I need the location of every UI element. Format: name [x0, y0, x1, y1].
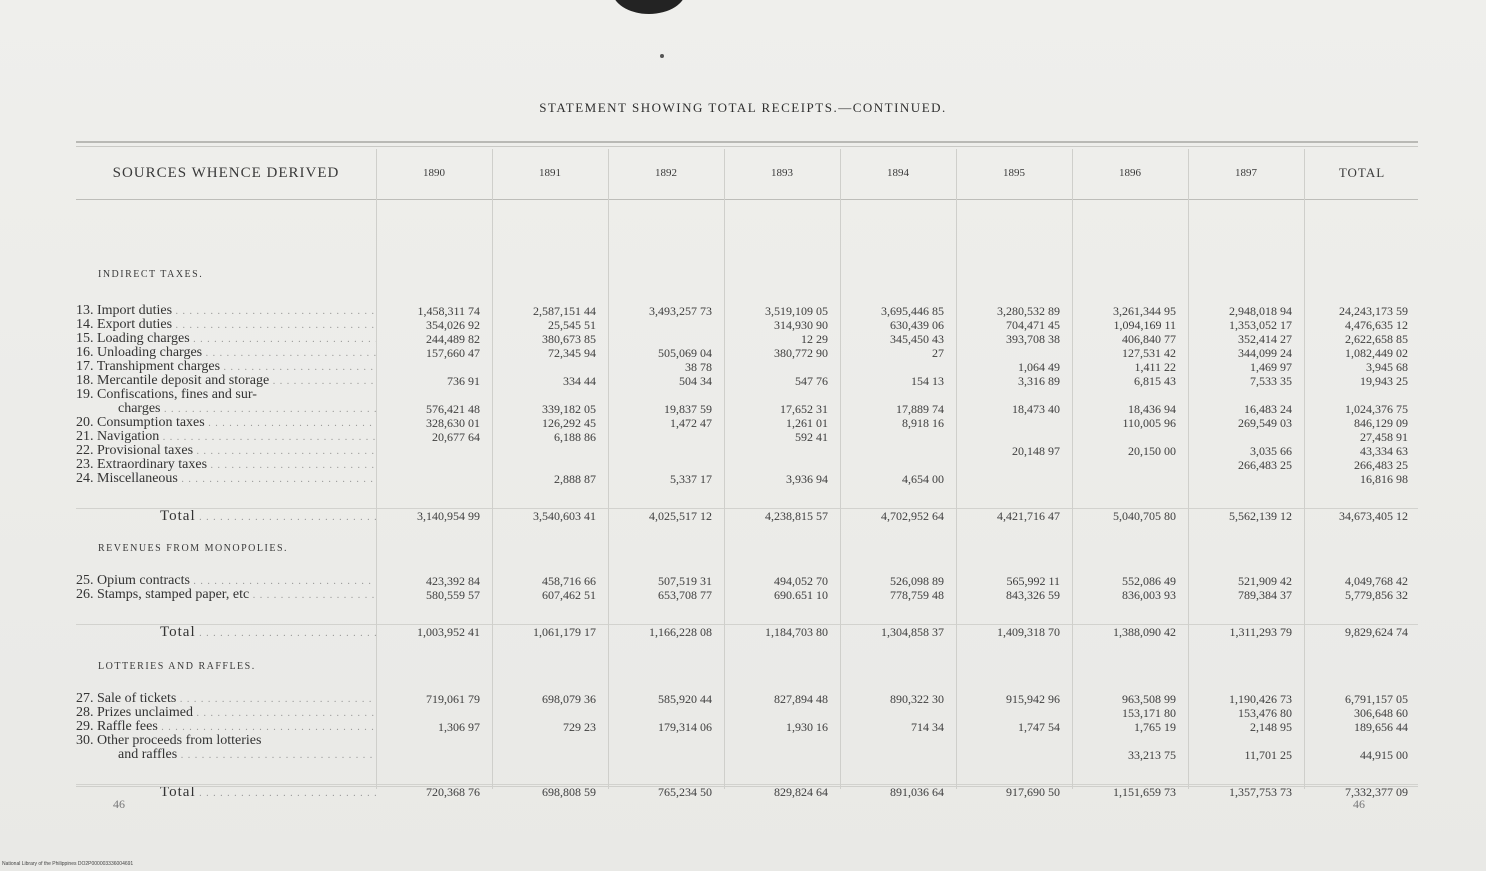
cell-value: 406,840 77 [1122, 332, 1176, 346]
row-label-text: charges [118, 402, 161, 416]
cell-value: 266,483 25 [1238, 458, 1292, 472]
cell-value: 630,439 06 [890, 318, 944, 332]
cell-value: 126,292 45 [542, 416, 596, 430]
cell-value: 3,316 89 [1018, 374, 1060, 388]
cell-value: 127,531 42 [1122, 346, 1176, 360]
cell-value: 704,471 45 [1006, 318, 1060, 332]
cell-value: 1,003,952 41 [417, 625, 480, 639]
table-row [76, 588, 1418, 602]
row-label [76, 509, 376, 525]
cell-value: 4,238,815 57 [765, 509, 828, 523]
cell-value: 1,472 47 [670, 416, 712, 430]
cell-value: 778,759 48 [890, 588, 944, 602]
column-divider [840, 149, 841, 789]
cell-value: 25,545 51 [548, 318, 596, 332]
cell-value: 4,654 00 [902, 472, 944, 486]
cell-value: 20,148 97 [1012, 444, 1060, 458]
cell-value: 698,079 36 [542, 692, 596, 706]
section-heading-row [76, 268, 1418, 282]
table-row [76, 402, 1418, 416]
cell-value: 5,337 17 [670, 472, 712, 486]
column-divider [376, 149, 377, 789]
row-label [76, 720, 376, 735]
row-label [76, 388, 376, 402]
row-label [76, 472, 376, 487]
cell-value: 4,025,517 12 [649, 509, 712, 523]
header-year: 1890 [423, 167, 445, 179]
cell-value: 1,765 19 [1134, 720, 1176, 734]
cell-value: 1,747 54 [1018, 720, 1060, 734]
cell-value: 345,450 43 [890, 332, 944, 346]
cell-value: 3,493,257 73 [649, 304, 712, 318]
cell-value: 552,086 49 [1122, 574, 1176, 588]
cell-value: 1,353,052 17 [1229, 318, 1292, 332]
table-row [76, 748, 1418, 762]
table-row [76, 706, 1418, 720]
cell-value: 1,304,858 37 [881, 625, 944, 639]
cell-value: 714 34 [911, 720, 944, 734]
row-label-text: 29. Raffle fees [76, 720, 158, 734]
cell-total: 27,458 91 [1360, 430, 1408, 444]
scan-credit: National Library of the Philippines DO2P000003336004691 [2, 861, 134, 867]
cell-value: 719,061 79 [426, 692, 480, 706]
cell-value: 1,930 16 [786, 720, 828, 734]
row-label-text: 30. Other proceeds from lotteries [76, 734, 262, 748]
row-label [76, 458, 376, 473]
row-label-text: 24. Miscellaneous [76, 472, 178, 486]
cell-value: 17,652 31 [780, 402, 828, 416]
cell-total: 266,483 25 [1354, 458, 1408, 472]
section-heading-row [76, 542, 1418, 556]
bottom-rule [76, 786, 1418, 787]
table-row [76, 734, 1418, 748]
table-row [76, 304, 1418, 318]
cell-value: 17,889 74 [896, 402, 944, 416]
cell-value: 2,148 95 [1250, 720, 1292, 734]
row-label-text: 16. Unloading charges [76, 346, 203, 360]
row-label-text: 22. Provisional taxes [76, 444, 194, 458]
table-row [76, 458, 1418, 472]
column-divider [1072, 149, 1073, 789]
row-label [76, 574, 376, 589]
cell-value: 653,708 77 [658, 588, 712, 602]
cell-total: 44,915 00 [1360, 748, 1408, 762]
cell-value: 736 91 [447, 374, 480, 388]
cell-value: 1,190,426 73 [1229, 692, 1292, 706]
cell-value: 3,936 94 [786, 472, 828, 486]
cell-total: 9,829,624 74 [1345, 625, 1408, 639]
cell-total: 3,945 68 [1366, 360, 1408, 374]
cell-value: 3,261,344 95 [1113, 304, 1176, 318]
column-divider [1188, 149, 1189, 789]
row-label [76, 692, 376, 707]
row-label [76, 734, 376, 748]
cell-value: 179,314 06 [658, 720, 712, 734]
cell-value: 1,311,293 79 [1229, 625, 1292, 639]
row-label [76, 748, 376, 763]
header-year: 1893 [771, 167, 793, 179]
page-title: STATEMENT SHOWING TOTAL RECEIPTS.—CONTINUED. [539, 100, 947, 115]
cell-value: 607,462 51 [542, 588, 596, 602]
table-header [76, 143, 1418, 200]
cell-value: 1,357,753 73 [1229, 785, 1292, 799]
row-label-text: 28. Prizes unclaimed [76, 706, 194, 720]
cell-value: 1,151,659 73 [1113, 785, 1176, 799]
cell-value: 328,630 01 [426, 416, 480, 430]
row-label-text: 23. Extraordinary taxes [76, 458, 208, 472]
cell-value: 1,064 49 [1018, 360, 1060, 374]
cell-value: 18,473 40 [1012, 402, 1060, 416]
page-number-right: 46 [1353, 797, 1365, 811]
cell-value: 789,384 37 [1238, 588, 1292, 602]
cell-value: 1,166,228 08 [649, 625, 712, 639]
header-year: 1892 [655, 167, 677, 179]
cell-value: 521,909 42 [1238, 574, 1292, 588]
row-label-text: 17. Transhipment charges [76, 360, 221, 374]
cell-value: 334 44 [563, 374, 596, 388]
cell-value: 1,306 97 [438, 720, 480, 734]
cell-value: 2,948,018 94 [1229, 304, 1292, 318]
row-label-text: INDIRECT TAXES. [98, 269, 204, 280]
cell-value: 344,099 24 [1238, 346, 1292, 360]
cell-value: 7,533 35 [1250, 374, 1292, 388]
row-label [76, 268, 376, 282]
header-year: 1897 [1235, 167, 1257, 179]
cell-value: 8,918 16 [902, 416, 944, 430]
cell-value: 729 23 [563, 720, 596, 734]
page-number-left: 46 [113, 797, 125, 811]
cell-value: 154 13 [911, 374, 944, 388]
total-row [76, 624, 1418, 639]
cell-total: 5,779,856 32 [1345, 588, 1408, 602]
cell-value: 4,421,716 47 [997, 509, 1060, 523]
row-label-text: REVENUES FROM MONOPOLIES. [98, 543, 289, 554]
cell-value: 6,188 86 [554, 430, 596, 444]
cell-value: 836,003 93 [1122, 588, 1176, 602]
cell-value: 354,026 92 [426, 318, 480, 332]
cell-value: 5,562,139 12 [1229, 509, 1292, 523]
cell-value: 505,069 04 [658, 346, 712, 360]
row-label [76, 402, 376, 417]
cell-total: 4,049,768 42 [1345, 574, 1408, 588]
cell-value: 339,182 05 [542, 402, 596, 416]
cell-total: 7,332,377 09 [1345, 785, 1408, 799]
cell-value: 20,677 64 [432, 430, 480, 444]
row-label [76, 304, 376, 319]
row-label-text: 14. Export duties [76, 318, 173, 332]
cell-total: 43,334 63 [1360, 444, 1408, 458]
cell-value: 12 29 [801, 332, 828, 346]
cell-value: 423,392 84 [426, 574, 480, 588]
cell-value: 352,414 27 [1238, 332, 1292, 346]
cell-value: 592 41 [795, 430, 828, 444]
table-row [76, 318, 1418, 332]
table-row [76, 692, 1418, 706]
cell-value: 11,701 25 [1244, 748, 1292, 762]
cell-value: 2,587,151 44 [533, 304, 596, 318]
column-divider [608, 149, 609, 789]
cell-value: 393,708 38 [1006, 332, 1060, 346]
row-label [76, 542, 376, 556]
cell-value: 1,458,311 74 [417, 304, 480, 318]
cell-value: 843,326 59 [1006, 588, 1060, 602]
cell-value: 890,322 30 [890, 692, 944, 706]
cell-value: 547 76 [795, 374, 828, 388]
row-label [76, 706, 376, 721]
cell-value: 16,483 24 [1244, 402, 1292, 416]
cell-value: 153,171 80 [1122, 706, 1176, 720]
ink-blot [612, 0, 686, 14]
cell-value: 765,234 50 [658, 785, 712, 799]
table-row [76, 346, 1418, 360]
row-label-text: Total [160, 625, 196, 640]
row-label-text: 20. Consumption taxes [76, 416, 205, 430]
cell-value: 157,660 47 [426, 346, 480, 360]
column-divider [1304, 149, 1305, 789]
table-row [76, 574, 1418, 588]
ink-dot [660, 54, 664, 58]
cell-total: 846,129 09 [1354, 416, 1408, 430]
cell-total: 19,943 25 [1360, 374, 1408, 388]
cell-value: 33,213 75 [1128, 748, 1176, 762]
cell-value: 565,992 11 [1006, 574, 1060, 588]
cell-value: 1,061,179 17 [533, 625, 596, 639]
cell-value: 720,368 76 [426, 785, 480, 799]
cell-value: 4,702,952 64 [881, 509, 944, 523]
cell-value: 690.651 10 [774, 588, 828, 602]
header-year: 1891 [539, 167, 561, 179]
header-year: 1894 [887, 167, 909, 179]
cell-total: 34,673,405 12 [1339, 509, 1408, 523]
cell-value: 915,942 96 [1006, 692, 1060, 706]
row-label [76, 430, 376, 445]
cell-value: 494,052 70 [774, 574, 828, 588]
cell-value: 38 78 [685, 360, 712, 374]
cell-total: 2,622,658 85 [1345, 332, 1408, 346]
cell-value: 5,040,705 80 [1113, 509, 1176, 523]
row-label [76, 660, 376, 674]
row-label [76, 416, 376, 431]
cell-value: 314,930 90 [774, 318, 828, 332]
table-row [76, 360, 1418, 374]
section-heading-row [76, 660, 1418, 674]
row-label [76, 332, 376, 347]
cell-total: 6,791,157 05 [1345, 692, 1408, 706]
row-label-text: and raffles [118, 748, 178, 762]
cell-value: 1,469 97 [1250, 360, 1292, 374]
row-label-text: 21. Navigation [76, 430, 160, 444]
column-divider [956, 149, 957, 789]
cell-value: 576,421 48 [426, 402, 480, 416]
row-label-text: Total [160, 509, 196, 524]
row-label-text: 26. Stamps, stamped paper, etc [76, 588, 250, 602]
cell-value: 19,837 59 [664, 402, 712, 416]
cell-value: 1,409,318 70 [997, 625, 1060, 639]
cell-value: 504 34 [679, 374, 712, 388]
cell-value: 1,388,090 42 [1113, 625, 1176, 639]
cell-value: 891,036 64 [890, 785, 944, 799]
total-row [76, 508, 1418, 523]
cell-value: 153,476 80 [1238, 706, 1292, 720]
row-label-text: 19. Confiscations, fines and sur- [76, 388, 257, 402]
cell-total: 16,816 98 [1360, 472, 1408, 486]
cell-value: 827,894 48 [774, 692, 828, 706]
row-label [76, 346, 376, 361]
cell-value: 269,549 03 [1238, 416, 1292, 430]
cell-value: 2,888 87 [554, 472, 596, 486]
cell-value: 3,280,532 89 [997, 304, 1060, 318]
cell-value: 1,261 01 [786, 416, 828, 430]
cell-value: 380,673 85 [542, 332, 596, 346]
cell-total: 189,656 44 [1354, 720, 1408, 734]
cell-value: 18,436 94 [1128, 402, 1176, 416]
cell-value: 110,005 96 [1122, 416, 1176, 430]
row-label-text: Total [160, 785, 196, 800]
table-row [76, 444, 1418, 458]
header-sources: SOURCES WHENCE DERIVED [112, 165, 340, 181]
cell-total: 1,082,449 02 [1345, 346, 1408, 360]
table-row [76, 430, 1418, 444]
row-label-text: 18. Mercantile deposit and storage [76, 374, 270, 388]
cell-value: 72,345 94 [548, 346, 596, 360]
cell-value: 6,815 43 [1134, 374, 1176, 388]
table-row [76, 332, 1418, 346]
table-row [76, 720, 1418, 734]
cell-value: 3,140,954 99 [417, 509, 480, 523]
cell-value: 1,184,703 80 [765, 625, 828, 639]
row-label-text: 27. Sale of tickets [76, 692, 177, 706]
column-divider [724, 149, 725, 789]
row-label-text: 25. Opium contracts [76, 574, 190, 588]
cell-value: 1,094,169 11 [1113, 318, 1176, 332]
cell-value: 507,519 31 [658, 574, 712, 588]
cell-value: 963,508 99 [1122, 692, 1176, 706]
cell-value: 27 [932, 346, 944, 360]
cell-value: 3,695,446 85 [881, 304, 944, 318]
cell-value: 458,716 66 [542, 574, 596, 588]
cell-value: 917,690 50 [1006, 785, 1060, 799]
row-label [76, 318, 376, 333]
cell-value: 3,519,109 05 [765, 304, 828, 318]
row-label [76, 625, 376, 641]
cell-total: 306,648 60 [1354, 706, 1408, 720]
cell-value: 380,772 90 [774, 346, 828, 360]
row-label-text: LOTTERIES AND RAFFLES. [98, 661, 256, 672]
cell-value: 526,098 89 [890, 574, 944, 588]
row-label [76, 588, 376, 603]
row-label-text: 15. Loading charges [76, 332, 190, 346]
row-label [76, 444, 376, 459]
table-row [76, 374, 1418, 388]
cell-total: 1,024,376 75 [1345, 402, 1408, 416]
header-year: 1895 [1003, 167, 1025, 179]
table-row [76, 472, 1418, 486]
cell-value: 20,150 00 [1128, 444, 1176, 458]
cell-value: 1,411 22 [1134, 360, 1176, 374]
header-total: TOTAL [1338, 165, 1386, 180]
header-year: 1896 [1119, 167, 1141, 179]
row-label [76, 374, 376, 389]
table-row [76, 416, 1418, 430]
row-label-text: 13. Import duties [76, 304, 173, 318]
cell-value: 3,035 66 [1250, 444, 1292, 458]
cell-value: 585,920 44 [658, 692, 712, 706]
receipts-table [76, 141, 1418, 800]
column-divider [492, 149, 493, 789]
cell-value: 244,489 82 [426, 332, 480, 346]
cell-value: 580,559 57 [426, 588, 480, 602]
cell-value: 698,808 59 [542, 785, 596, 799]
cell-total: 4,476,635 12 [1345, 318, 1408, 332]
cell-value: 3,540,603 41 [533, 509, 596, 523]
table-row [76, 388, 1418, 402]
cell-total: 24,243,173 59 [1339, 304, 1408, 318]
cell-value: 829,824 64 [774, 785, 828, 799]
row-label [76, 360, 376, 375]
